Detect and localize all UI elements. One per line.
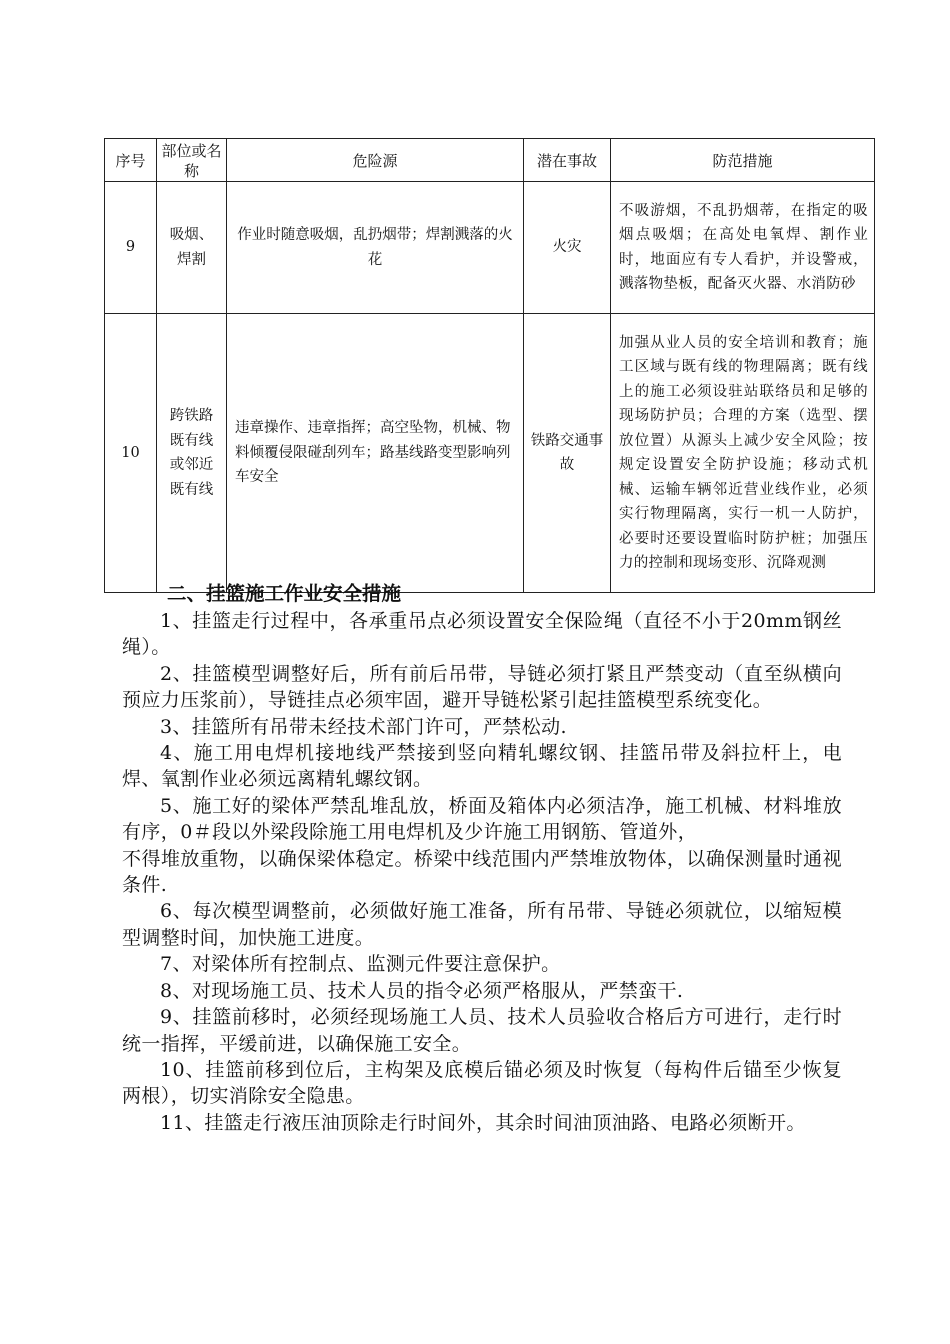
cell-part: 吸烟、焊割 <box>157 182 227 314</box>
hazard-table <box>104 138 875 593</box>
header-part-label: 部位或名称 <box>161 142 222 180</box>
cell-measure: 不吸游烟，不乱扔烟蒂，在指定的吸烟点吸烟；在高处电氧焊、割作业时，地面应有专人看护，并设警戒，溅落物垫板，配备灭火器、水消防砂 <box>611 182 875 314</box>
paragraph: 3、挂篮所有吊带未经技术部门许可，严禁松动. <box>160 715 567 738</box>
paragraph: 4、施工用电焊机接地线严禁接到竖向精轧螺纹钢、挂篮吊带及斜拉杆上，电焊、氧割作业必须远离精轧螺纹钢。 <box>122 742 842 791</box>
paragraph: 6、每次模型调整前，必须做好施工准备，所有吊带、导链必须就位，以缩短模型调整时间，加快施工进度。 <box>122 900 842 949</box>
cell-accident: 火灾 <box>524 182 611 314</box>
header-hazard: 危险源 <box>227 139 524 182</box>
table-row <box>105 182 875 314</box>
paragraph: 5、施工好的梁体严禁乱堆乱放，桥面及箱体内必须洁净，施工机械、材料堆放有序，0＃段以外梁段除施工用电焊机及少许施工用钢筋、管道外， <box>122 794 842 844</box>
paragraph: 7、对梁体所有控制点、监测元件要注意保护。 <box>160 953 561 976</box>
section-title: 二、挂篮施工作业安全措施 <box>167 582 402 605</box>
cell-hazard: 作业时随意吸烟，乱扔烟带；焊割溅落的火花 <box>227 182 524 314</box>
table-header-row <box>105 139 875 182</box>
paragraph: 8、对现场施工员、技术人员的指令必须严格服从，严禁蛮干. <box>160 979 684 1002</box>
header-measure: 防范措施 <box>611 139 875 182</box>
paragraph: 2、挂篮模型调整好后，所有前后吊带，导链必须打紧且严禁变动（直至纵横向预应力压浆前），导链挂点必须牢固，避开导链松紧引起挂篮模型系统变化。 <box>122 662 842 712</box>
safety-measures-section <box>122 580 842 1136</box>
paragraph: 9、挂篮前移时，必须经现场施工人员、技术人员验收合格后方可进行，走行时统一指挥，平缓前进，以确保施工安全。 <box>122 1006 842 1055</box>
header-part <box>157 139 227 182</box>
cell-accident: 铁路交通事故 <box>524 314 611 593</box>
cell-measure: 加强从业人员的安全培训和教育；施工区域与既有线的物理隔离；既有线上的施工必须设驻站联络员和足够的现场防护员；合理的方案（选型、摆放位置）从源头上减少安全风险；按规定设置安全防护设施；移动式机械、运输车辆邻近营业线作业，必须实行物理隔离，实行一机一人防护，必要时还要设置临时防护桩；加强压力的控制和现场变形、沉降观测 <box>611 314 875 593</box>
cell-no: 9 <box>105 182 157 314</box>
header-accident: 潜在事故 <box>524 139 611 182</box>
cell-hazard: 违章操作、违章指挥；高空坠物，机械、物料倾覆侵限碰刮列车；路基线路变型影响列车安全 <box>227 314 524 593</box>
cell-part: 跨铁路既有线或邻近既有线 <box>157 314 227 593</box>
table-row <box>105 314 875 593</box>
cell-no: 10 <box>105 314 157 593</box>
header-no: 序号 <box>105 139 157 182</box>
paragraph: 11、挂篮走行液压油顶除走行时间外，其余时间油顶油路、电路必须断开。 <box>160 1111 806 1134</box>
paragraph: 10、挂篮前移到位后，主构架及底模后锚必须及时恢复（每构件后锚至少恢复两根），切实消除安全隐患。 <box>122 1058 842 1108</box>
paragraph: 1、挂篮走行过程中，各承重吊点必须设置安全保险绳（直径不小于20mm钢丝绳）。 <box>122 610 842 659</box>
paragraph: 不得堆放重物，以确保梁体稳定。桥梁中线范围内严禁堆放物体，以确保测量时通视条件. <box>122 847 842 897</box>
